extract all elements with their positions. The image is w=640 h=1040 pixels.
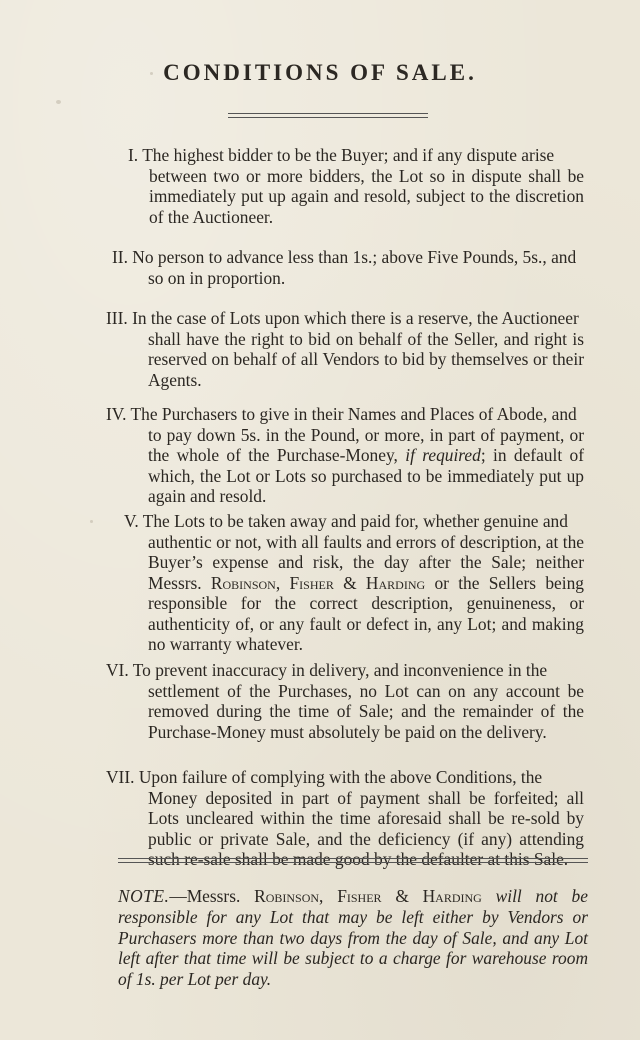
clause-lead-text: The Lots to be taken away and paid for, whether genuine and bbox=[142, 511, 568, 531]
page-title: CONDITIONS OF SALE. bbox=[163, 60, 477, 85]
clause-number: I. bbox=[128, 145, 139, 165]
clause-2 bbox=[112, 247, 584, 288]
name-fisher: Fisher bbox=[337, 886, 382, 906]
italic-phrase: if required bbox=[405, 445, 481, 465]
paper-speck bbox=[150, 72, 153, 75]
paper-speck bbox=[56, 100, 61, 104]
name-robinson: Robinson bbox=[210, 572, 276, 593]
title-rule bbox=[228, 113, 428, 118]
clause-body-text: Money deposited in part of payment shall be forfeited; all Lots uncleared within the time aforesaid shall be re-sold by public or private Sale, and the deficiency (if any) attending such re-sale shall be made good by the defaulter at this Sale. bbox=[148, 787, 584, 869]
clause-number: VII. bbox=[106, 767, 135, 787]
clause-lead-text: In the case of Lots upon which there is a reserve, the Auctioneer bbox=[132, 308, 579, 328]
clause-body-text: settlement of the Purchases, no Lot can on any account be removed during the time of Sale; and the remainder of the Purchase-Money must absolutely be paid on the delivery. bbox=[148, 680, 584, 742]
clause-number: II. bbox=[112, 247, 128, 267]
name-fisher: Fisher bbox=[289, 572, 334, 593]
clause-6 bbox=[106, 660, 584, 742]
note-body-text: will not be responsible for any Lot that may be left either by Vendors or Purchasers more than two days from the day of Sale, and any Lot left after that time will be subject to a charge for warehouse room of 1s. per Lot per day. bbox=[118, 886, 588, 990]
clause-lead-text: The highest bidder to be the Buyer; and if any dispute arise bbox=[142, 145, 555, 165]
clause-body-text: between two or more bidders, the Lot so in dispute shall be immediately put up again and resold, subject to the discretion of the Auctioneer. bbox=[149, 165, 584, 227]
paper-speck bbox=[90, 520, 93, 523]
clause-body-text: shall have the right to bid on behalf of the Seller, and right is reserved on behalf of all Vendors to bid by themselves or their Agents. bbox=[148, 328, 584, 390]
name-robinson: Robinson bbox=[254, 886, 320, 906]
clause-5 bbox=[124, 511, 584, 655]
clause-1 bbox=[128, 145, 584, 227]
note-paragraph: NOTE.—Messrs. Robinson, Fisher & Harding will not be responsible for any Lot that may be left either by Vendors or Purchasers more than two days from the day of Sale, and any Lot left after that time will be subject to a charge for warehouse room of 1s. per Lot per day. bbox=[118, 886, 588, 990]
note-heading: NOTE. bbox=[118, 886, 170, 906]
clause-4 bbox=[106, 404, 584, 507]
clause-lead-text: The Purchasers to give in their Names and Places of Abode, and bbox=[130, 404, 577, 424]
clause-3 bbox=[106, 308, 584, 390]
name-harding: Harding bbox=[422, 886, 482, 906]
note-rule bbox=[118, 858, 588, 863]
clause-body-text: authentic or not, with all faults and errors of description, at the Buyer’s expense and risk, the day after the Sale; neither Messrs. Robinson, Fisher & Harding or the Sellers being responsible for the correct description, genuineness, or authenticity of, or any fault or defect in, any Lot; and making no warranty whatever. bbox=[148, 531, 584, 654]
clause-number: III. bbox=[106, 308, 128, 328]
clause-body-text: so on in proportion. bbox=[148, 267, 286, 288]
clause-body-text: to pay down 5s. in the Pound, or more, in part of payment, or the whole of the Purchase-Money, if required; in default of which, the Lot or Lots so purchased to be immediately put up again and resold. bbox=[148, 424, 584, 506]
clause-7 bbox=[106, 767, 584, 870]
clause-number: IV. bbox=[106, 404, 127, 424]
clause-lead-text: Upon failure of complying with the above Conditions, the bbox=[138, 767, 543, 787]
clause-lead-text: To prevent inaccuracy in delivery, and inconvenience in the bbox=[132, 660, 548, 680]
clause-number: VI. bbox=[106, 660, 129, 680]
clause-lead-text: No person to advance less than 1s.; above Five Pounds, 5s., and bbox=[132, 247, 577, 267]
clause-number: V. bbox=[124, 511, 139, 531]
name-harding: Harding bbox=[365, 572, 426, 593]
